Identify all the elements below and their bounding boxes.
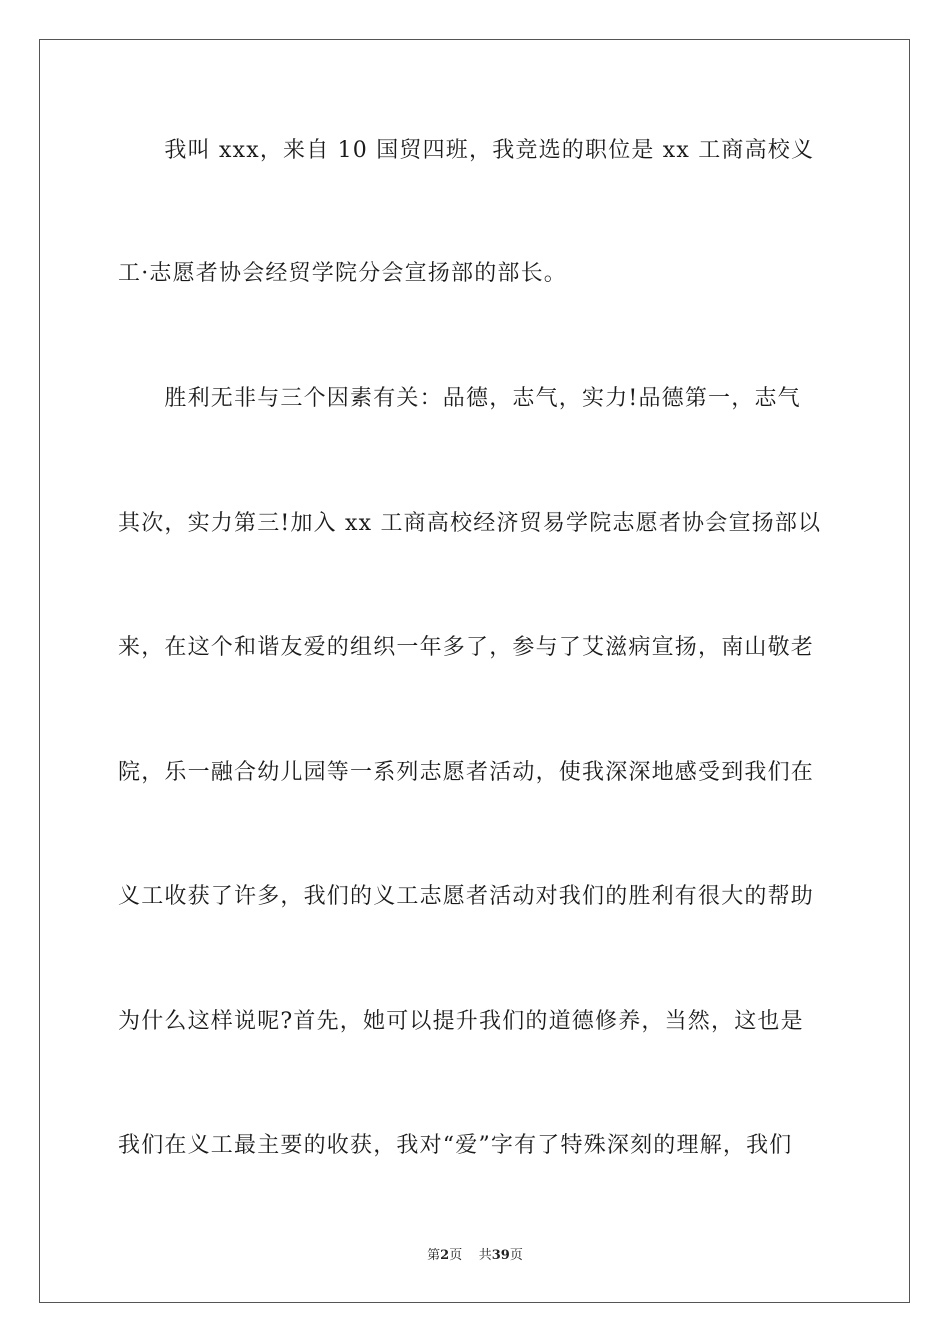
paragraph-line: 工·志愿者协会经贸学院分会宣扬部的部长。	[118, 261, 567, 286]
paragraph-line: 来，在这个和谐友爱的组织一年多了，参与了艾滋病宣扬，南山敬老	[118, 635, 815, 660]
total-pages: 39	[491, 1248, 510, 1263]
paragraph-line: 院，乐一融合幼儿园等一系列志愿者活动，使我深深地感受到我们在	[118, 760, 815, 785]
page-border	[39, 39, 910, 1303]
paragraph-line: 我叫 xxx，来自 10 国贸四班，我竞选的职位是 xx 工商高校义	[118, 138, 815, 163]
page-footer	[0, 1247, 950, 1265]
page-suffix: 页	[449, 1248, 463, 1263]
paragraph-line: 其次，实力第三!加入 xx 工商高校经济贸易学院志愿者协会宣扬部以	[118, 511, 822, 536]
paragraph-line: 我们在义工最主要的收获，我对“爱”字有了特殊深刻的理解，我们	[118, 1133, 793, 1158]
paragraph-line: 为什么这样说呢?首先，她可以提升我们的道德修养，当然，这也是	[118, 1009, 804, 1034]
paragraph-line: 义工收获了许多，我们的义工志愿者活动对我们的胜利有很大的帮助	[118, 884, 815, 909]
page-number: 2	[440, 1248, 450, 1263]
total-prefix: 共	[478, 1248, 492, 1263]
page-prefix: 第	[427, 1248, 441, 1263]
total-suffix: 页	[509, 1248, 523, 1263]
paragraph-line: 胜利无非与三个因素有关：品德，志气，实力!品德第一，志气	[118, 386, 801, 411]
